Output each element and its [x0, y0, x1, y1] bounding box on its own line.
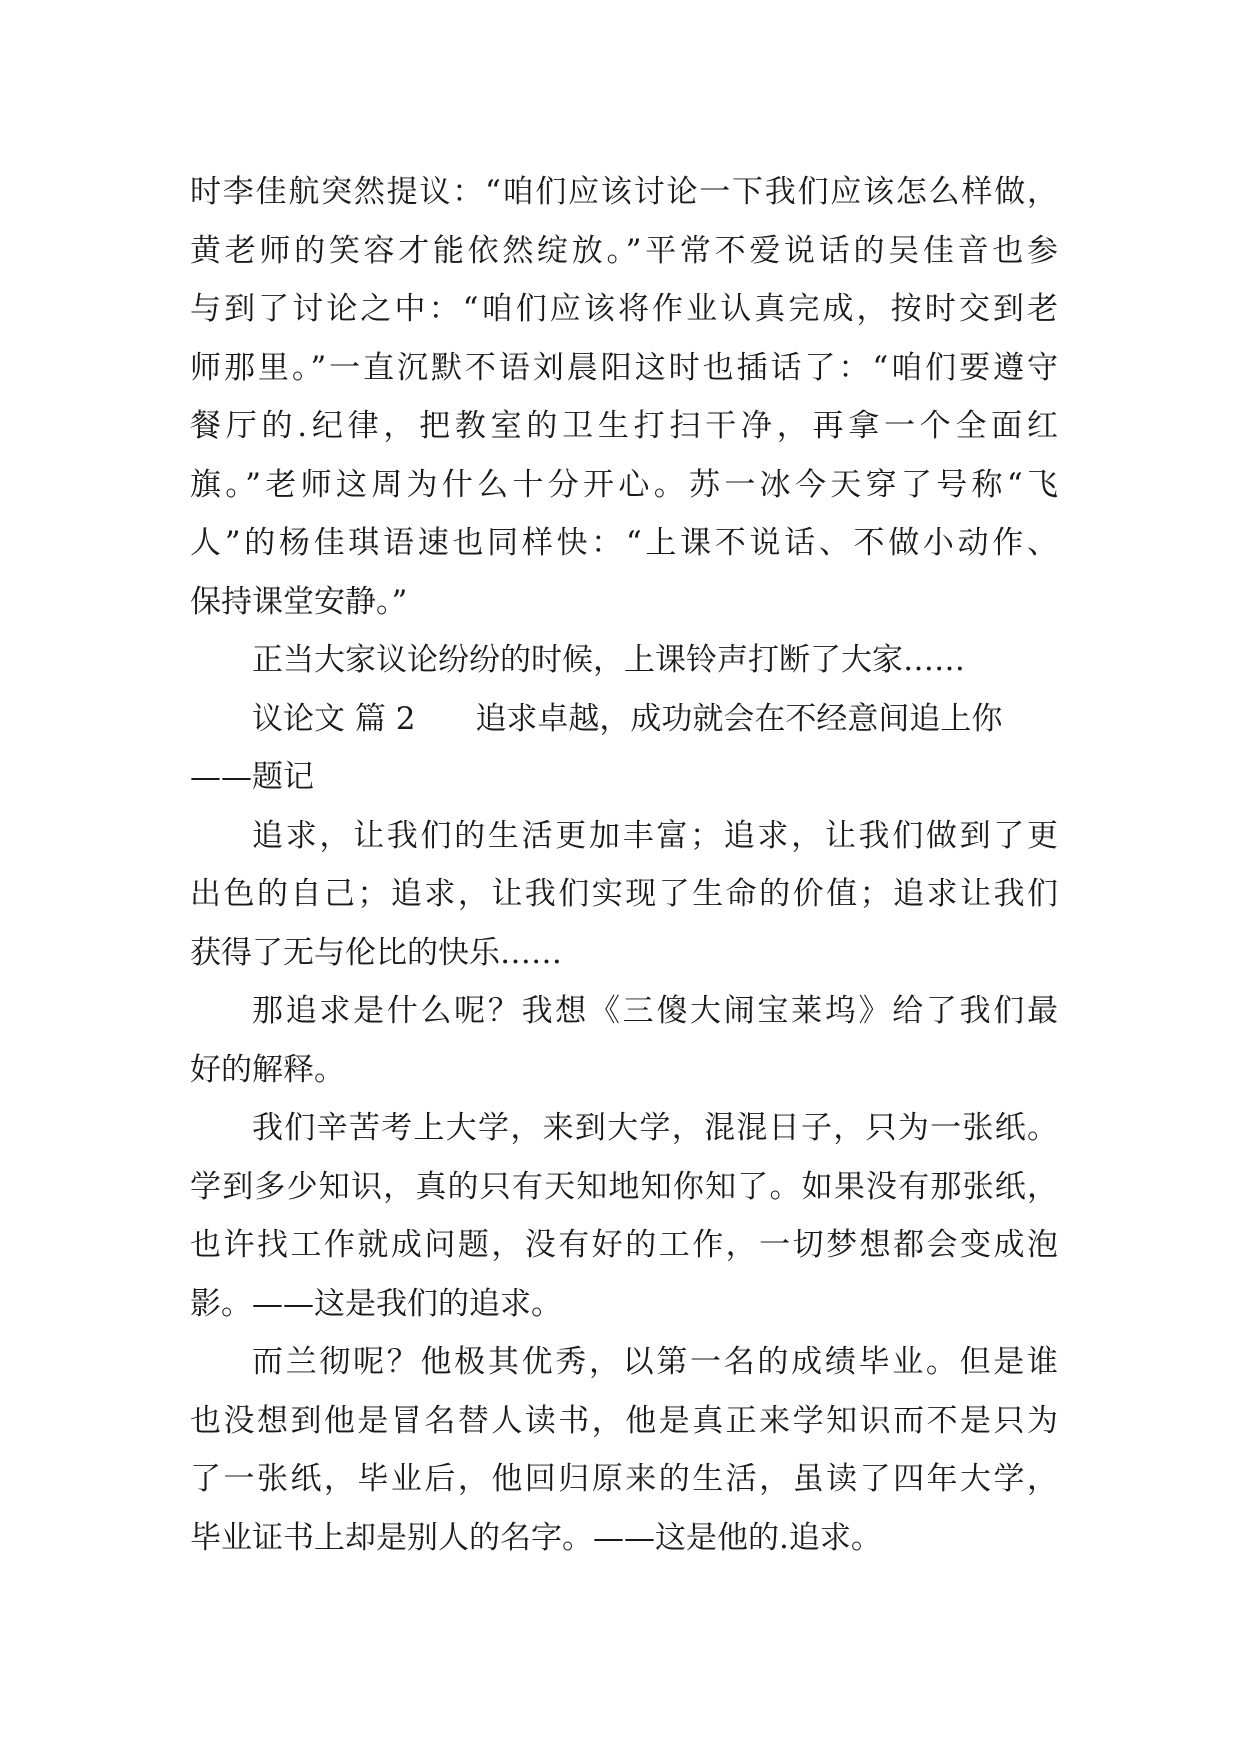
text-line: 时李佳航突然提议：“咱们应该讨论一下我们应该怎么样做， — [190, 174, 1058, 210]
paragraph-line: 而兰彻呢？他极其优秀，以第一名的成绩毕业。但是谁 — [252, 1344, 1058, 1380]
text-line: 餐厅的.纪律，把教室的卫生打扫干净，再拿一个全面红 — [190, 408, 1058, 444]
text-line: 了一张纸，毕业后，他回归原来的生活，虽读了四年大学， — [190, 1461, 1058, 1497]
paragraph-line: 我们辛苦考上大学，来到大学，混混日子，只为一张纸。 — [252, 1110, 1058, 1146]
epigraph-text: 追求卓越，成功就会在不经意间追上你 — [475, 700, 1003, 737]
document-body — [190, 163, 1058, 1567]
text-line: 学到多少知识，真的只有天知地知你知了。如果没有那张纸， — [190, 1168, 1058, 1205]
text-line: 毕业证书上却是别人的名字。——这是他的.追求。 — [190, 1519, 882, 1556]
text-line: 出色的自己；追求，让我们实现了生命的价值；追求让我们 — [190, 876, 1058, 912]
text-line: 师那里。”一直沉默不语刘晨阳这时也插话了：“咱们要遵守 — [190, 349, 1058, 386]
text-line: 也没想到他是冒名替人读书，他是真正来学知识而不是只为 — [190, 1402, 1058, 1439]
text-line: 人”的杨佳琪语速也同样快：“上课不说话、不做小动作、 — [190, 525, 1058, 561]
essay-heading-line — [190, 690, 1058, 749]
text-line: 好的解释。 — [190, 1051, 345, 1088]
text-line: 与到了讨论之中：“咱们应该将作业认真完成，按时交到老 — [190, 291, 1058, 327]
text-line: 影。——这是我们的追求。 — [190, 1285, 562, 1322]
text-line: 获得了无与伦比的快乐…… — [190, 934, 562, 971]
paragraph-line: 那追求是什么呢？我想《三傻大闹宝莱坞》给了我们最 — [252, 993, 1058, 1029]
text-line: 黄老师的笑容才能依然绽放。”平常不爱说话的吴佳音也参 — [190, 232, 1058, 269]
essay-number: 议论文 篇 2 — [252, 700, 416, 737]
text-line: 保持课堂安静。” — [190, 583, 408, 620]
paragraph-line: 追求，让我们的生活更加丰富；追求，让我们做到了更 — [252, 817, 1058, 854]
epigraph-attribution: ——题记 — [190, 759, 314, 795]
text-line: 旗。”老师这周为什么十分开心。苏一冰今天穿了号称“飞 — [190, 466, 1058, 503]
text-line: 也许找工作就成问题，没有好的工作，一切梦想都会变成泡 — [190, 1227, 1058, 1263]
paragraph-line: 正当大家议论纷纷的时候，上课铃声打断了大家…… — [252, 642, 965, 678]
